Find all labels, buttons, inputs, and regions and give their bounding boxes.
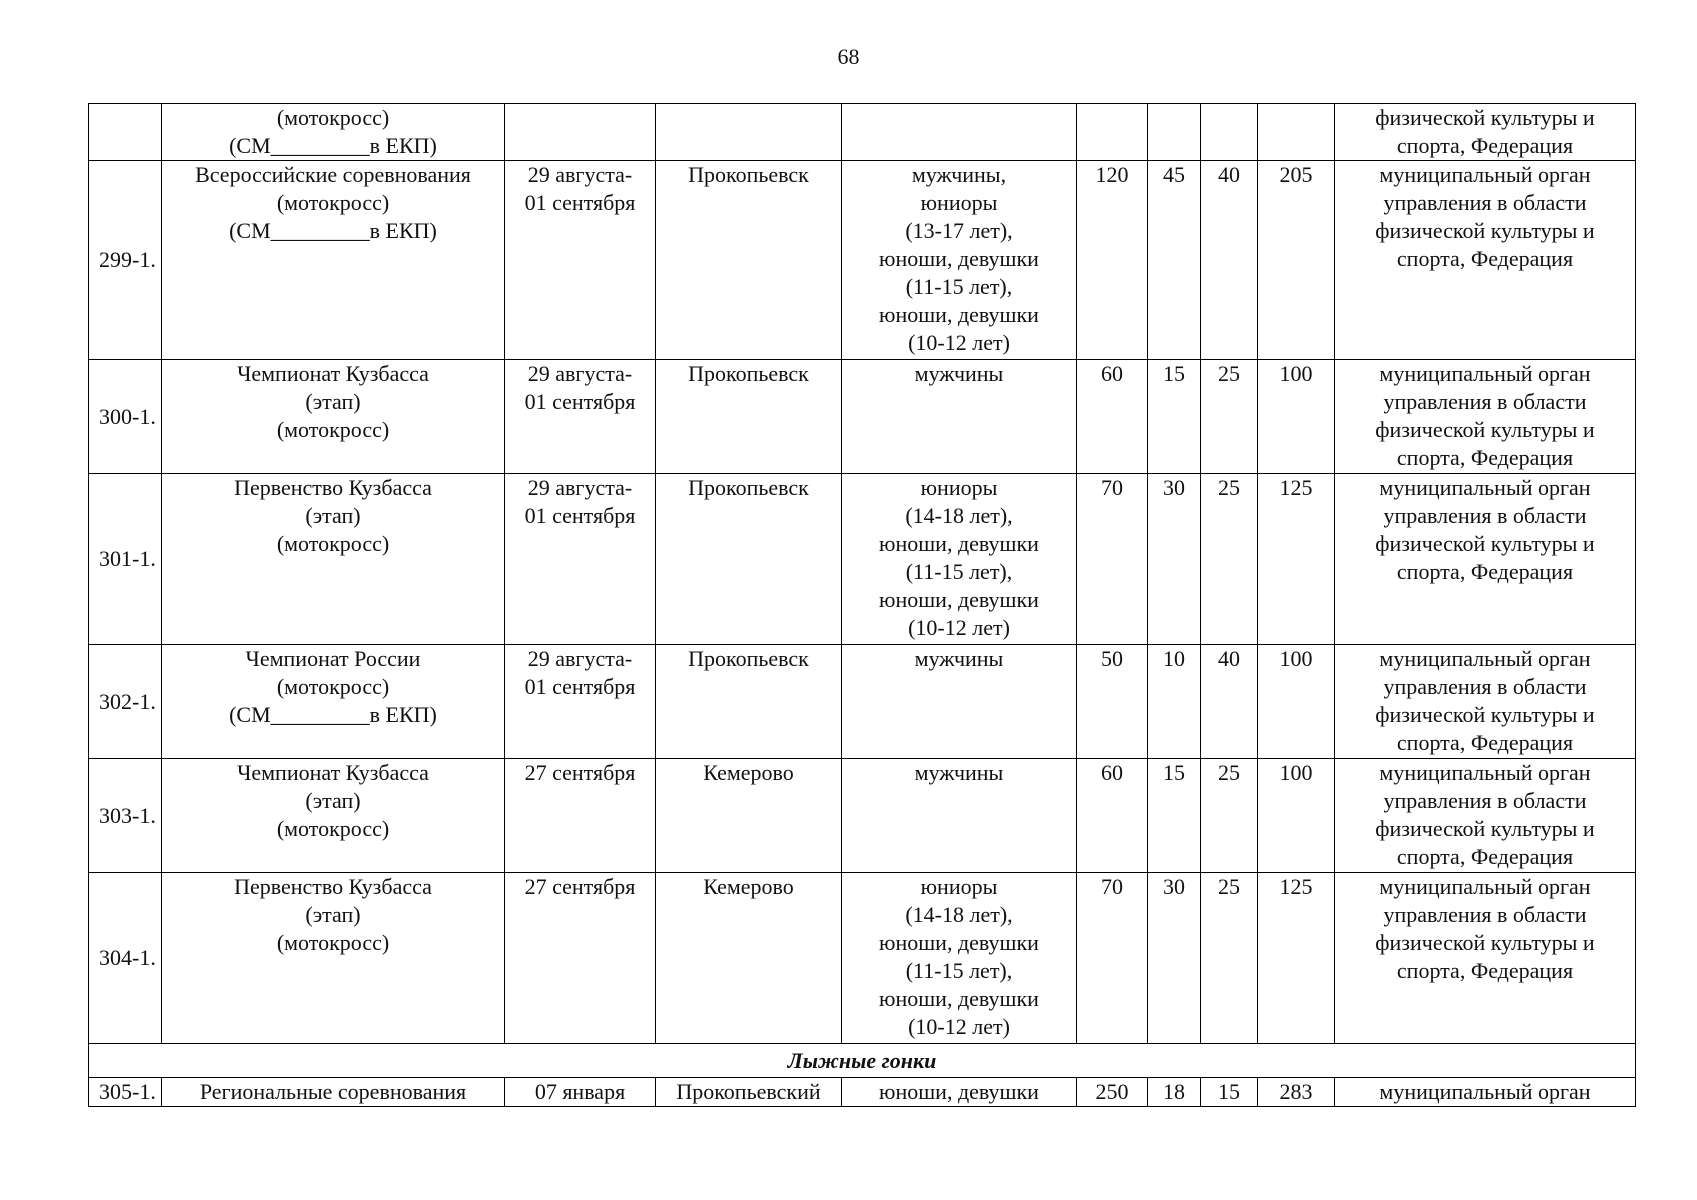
cell-num (89, 104, 162, 161)
date-line: 01 сентября (524, 190, 636, 215)
organizer-line: управления в области (1383, 503, 1587, 528)
date-line: 01 сентября (524, 503, 636, 528)
cell-num: 304-1. (89, 873, 162, 1044)
cell-participants (842, 645, 1077, 759)
participants-line: мужчины (914, 646, 1004, 671)
participants-line: юниоры (920, 874, 998, 899)
table-row (89, 1078, 1636, 1107)
cell-num: 305-1. (89, 1078, 162, 1107)
cell-name (162, 645, 505, 759)
cell-c1: 70 (1077, 474, 1148, 645)
cell-name (162, 360, 505, 474)
cell-c1: 70 (1077, 873, 1148, 1044)
name-line: Всероссийские соревнования (195, 162, 471, 187)
organizer-line: муниципальный орган (1379, 361, 1591, 386)
cell-place: Прокопьевск (656, 360, 842, 474)
table-row (89, 360, 1636, 474)
participants-line: (10-12 лет) (908, 615, 1010, 640)
section-row (89, 1044, 1636, 1078)
cell-c3: 15 (1201, 1078, 1258, 1107)
cell-place: Прокопьевск (656, 474, 842, 645)
organizer-line: муниципальный орган (1379, 475, 1591, 500)
organizer-line: спорта, Федерация (1396, 246, 1574, 271)
cell-place: Кемерово (656, 759, 842, 873)
cell-participants (842, 759, 1077, 873)
cell-date (505, 873, 656, 1044)
cell-participants (842, 161, 1077, 360)
name-line: (мотокросс) (276, 105, 390, 130)
cell-c1: 60 (1077, 759, 1148, 873)
cell-c2: 30 (1148, 873, 1201, 1044)
name-line: (мотокросс) (276, 930, 390, 955)
date-line: 29 августа- (527, 162, 633, 187)
organizer-line: физической культуры и (1375, 531, 1595, 556)
name-line: Первенство Кузбасса (234, 874, 432, 899)
name-line: (этап) (305, 389, 361, 414)
cell-participants (842, 360, 1077, 474)
cell-c2: 30 (1148, 474, 1201, 645)
cell-c4: 100 (1258, 759, 1335, 873)
participants-line: мужчины (914, 760, 1004, 785)
cell-place: Кемерово (656, 873, 842, 1044)
cell-date (505, 645, 656, 759)
cell-num: 299-1. (89, 161, 162, 360)
date-line: 27 сентября (524, 760, 636, 785)
cell-organizer (1335, 161, 1636, 360)
cell-organizer (1335, 759, 1636, 873)
date-line: 29 августа- (527, 475, 633, 500)
cell-participants: юноши, девушки (842, 1078, 1077, 1107)
table-row (89, 759, 1636, 873)
cell-c2: 10 (1148, 645, 1201, 759)
participants-line: (13-17 лет), (905, 218, 1013, 243)
participants-line: (10-12 лет) (908, 330, 1010, 355)
cell-c4: 283 (1258, 1078, 1335, 1107)
participants-line: мужчины (914, 361, 1004, 386)
organizer-line: физической культуры и (1375, 930, 1595, 955)
cell-c3 (1201, 104, 1258, 161)
cell-name (162, 474, 505, 645)
participants-line: (10-12 лет) (908, 1014, 1010, 1039)
cell-c1: 50 (1077, 645, 1148, 759)
organizer-line: муниципальный орган (1379, 874, 1591, 899)
cell-name (162, 161, 505, 360)
cell-c4: 100 (1258, 360, 1335, 474)
cell-num: 300-1. (89, 360, 162, 474)
cell-date (505, 104, 656, 161)
cell-c1 (1077, 104, 1148, 161)
cell-participants (842, 474, 1077, 645)
cell-date: 07 января (505, 1078, 656, 1107)
cell-place (656, 104, 842, 161)
participants-line: (11-15 лет), (905, 274, 1013, 299)
name-line: (этап) (305, 788, 361, 813)
participants-line: юниоры (920, 190, 998, 215)
participants-line: юноши, девушки (879, 986, 1039, 1011)
date-line: 01 сентября (524, 674, 636, 699)
name-line: (этап) (305, 902, 361, 927)
organizer-line: физической культуры и (1375, 816, 1595, 841)
name-line: (мотокросс) (276, 531, 390, 556)
name-line: (мотокросс) (276, 674, 390, 699)
cell-c1: 60 (1077, 360, 1148, 474)
organizer-line: муниципальный орган (1379, 162, 1591, 187)
cell-c4: 125 (1258, 873, 1335, 1044)
organizer-line: муниципальный орган (1379, 646, 1591, 671)
organizer-line: управления в области (1383, 788, 1587, 813)
date-line: 29 августа- (527, 646, 633, 671)
cell-participants (842, 104, 1077, 161)
cell-c2 (1148, 104, 1201, 161)
name-line: (СМ_________в ЕКП) (229, 702, 437, 727)
participants-line: (14-18 лет), (905, 503, 1013, 528)
date-line: 01 сентября (524, 389, 636, 414)
cell-c2: 15 (1148, 759, 1201, 873)
section-title: Лыжные гонки (89, 1044, 1636, 1078)
cell-c4: 100 (1258, 645, 1335, 759)
organizer-line: управления в области (1383, 674, 1587, 699)
cell-place: Прокопьевск (656, 161, 842, 360)
cell-name: Региональные соревнования (162, 1078, 505, 1107)
name-line: Первенство Кузбасса (234, 475, 432, 500)
organizer-line: спорта, Федерация (1396, 844, 1574, 869)
organizer-line: спорта, Федерация (1396, 958, 1574, 983)
organizer-line: спорта, Федерация (1396, 445, 1574, 470)
cell-c3: 25 (1201, 873, 1258, 1044)
participants-line: юноши, девушки (879, 930, 1039, 955)
organizer-line: управления в области (1383, 389, 1587, 414)
organizer-line: физической культуры и (1375, 218, 1595, 243)
organizer-line: физической культуры и (1375, 417, 1595, 442)
cell-name (162, 873, 505, 1044)
cell-participants (842, 873, 1077, 1044)
participants-line: юноши, девушки (879, 587, 1039, 612)
cell-num: 302-1. (89, 645, 162, 759)
table-row (89, 645, 1636, 759)
organizer-line: спорта, Федерация (1396, 730, 1574, 755)
cell-place: Прокопьевск (656, 645, 842, 759)
cell-num: 301-1. (89, 474, 162, 645)
cell-organizer (1335, 873, 1636, 1044)
name-line: (мотокросс) (276, 816, 390, 841)
organizer-line: управления в области (1383, 190, 1587, 215)
name-line: (мотокросс) (276, 417, 390, 442)
participants-line: (14-18 лет), (905, 902, 1013, 927)
participants-line: мужчины, (911, 162, 1007, 187)
name-line: Чемпионат России (245, 646, 421, 671)
organizer-line: физической культуры и (1375, 105, 1595, 130)
organizer-line: муниципальный орган (1379, 760, 1591, 785)
cell-date (505, 161, 656, 360)
name-line: Чемпионат Кузбасса (237, 361, 429, 386)
cell-c4 (1258, 104, 1335, 161)
cell-date (505, 360, 656, 474)
name-line: (СМ_________в ЕКП) (229, 218, 437, 243)
organizer-line: спорта, Федерация (1396, 133, 1574, 158)
cell-c3: 25 (1201, 474, 1258, 645)
cell-organizer (1335, 645, 1636, 759)
cell-c4: 205 (1258, 161, 1335, 360)
date-line: 27 сентября (524, 874, 636, 899)
cell-place: Прокопьевский (656, 1078, 842, 1107)
table-row (89, 161, 1636, 360)
participants-line: юноши, девушки (879, 531, 1039, 556)
cell-c2: 45 (1148, 161, 1201, 360)
name-line: (СМ_________в ЕКП) (229, 133, 437, 158)
cell-date (505, 759, 656, 873)
participants-line: (11-15 лет), (905, 958, 1013, 983)
table-row-continued (89, 104, 1636, 161)
cell-organizer (1335, 104, 1636, 161)
cell-name (162, 104, 505, 161)
cell-c2: 15 (1148, 360, 1201, 474)
name-line: Чемпионат Кузбасса (237, 760, 429, 785)
table-row (89, 474, 1636, 645)
cell-num: 303-1. (89, 759, 162, 873)
cell-organizer (1335, 474, 1636, 645)
organizer-line: спорта, Федерация (1396, 559, 1574, 584)
cell-c3: 25 (1201, 759, 1258, 873)
participants-line: юноши, девушки (879, 246, 1039, 271)
name-line: (этап) (305, 503, 361, 528)
cell-c2: 18 (1148, 1078, 1201, 1107)
cell-c3: 40 (1201, 161, 1258, 360)
cell-organizer (1335, 360, 1636, 474)
participants-line: юноши, девушки (879, 302, 1039, 327)
organizer-line: физической культуры и (1375, 702, 1595, 727)
participants-line: (11-15 лет), (905, 559, 1013, 584)
cell-c3: 25 (1201, 360, 1258, 474)
cell-c1: 120 (1077, 161, 1148, 360)
page-number: 68 (837, 44, 860, 69)
cell-c4: 125 (1258, 474, 1335, 645)
cell-organizer: муниципальный орган (1335, 1078, 1636, 1107)
cell-date (505, 474, 656, 645)
cell-name (162, 759, 505, 873)
date-line: 29 августа- (527, 361, 633, 386)
cell-c1: 250 (1077, 1078, 1148, 1107)
table-row (89, 873, 1636, 1044)
organizer-line: управления в области (1383, 902, 1587, 927)
participants-line: юниоры (920, 475, 998, 500)
cell-c3: 40 (1201, 645, 1258, 759)
events-table (88, 103, 1636, 1107)
name-line: (мотокросс) (276, 190, 390, 215)
